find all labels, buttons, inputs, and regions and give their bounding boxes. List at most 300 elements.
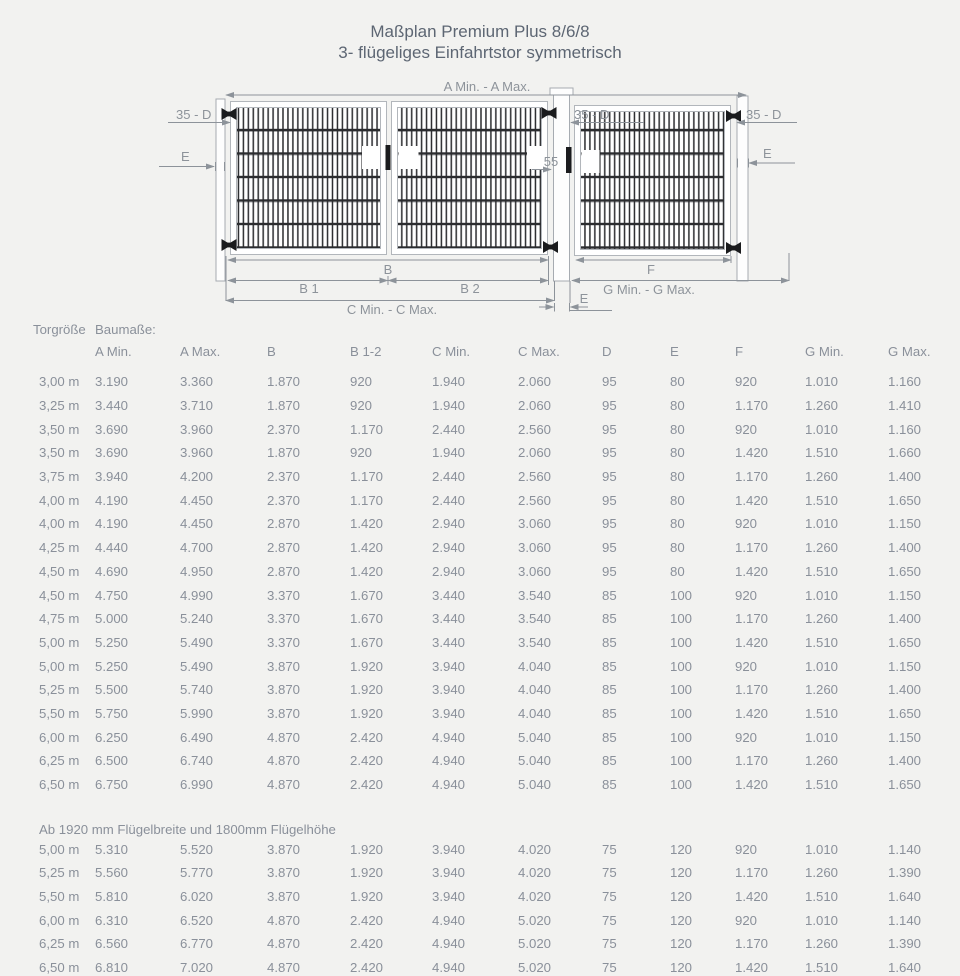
dimension-cell: 1.150 bbox=[888, 587, 922, 603]
dimension-cell: 4.450 bbox=[180, 516, 214, 532]
dimension-cell: 4.940 bbox=[432, 912, 466, 928]
dim-label-g: G Min. - G Max. bbox=[603, 282, 695, 297]
title-line-1: Maßplan Premium Plus 8/6/8 bbox=[370, 22, 590, 41]
dimension-cell: 1.400 bbox=[888, 469, 922, 485]
dimension-cell: 6.500 bbox=[95, 753, 129, 769]
dimension-cell: 1.870 bbox=[267, 398, 301, 414]
dimension-cell: 1.420 bbox=[735, 960, 769, 976]
table-row bbox=[33, 956, 948, 976]
gate-size-cell: 3,50 m bbox=[39, 445, 80, 461]
dimension-cell: 1.650 bbox=[888, 705, 922, 721]
dimension-cell: 1.420 bbox=[735, 889, 769, 905]
dim-label-55: 55 bbox=[543, 154, 559, 169]
dimension-cell: 920 bbox=[350, 445, 373, 461]
dimension-cell: 1.870 bbox=[267, 374, 301, 390]
dimension-cell: 100 bbox=[670, 587, 693, 603]
dimension-cell: 1.010 bbox=[805, 374, 839, 390]
dimension-cell: 2.060 bbox=[518, 398, 552, 414]
table-row bbox=[33, 885, 948, 909]
dimension-cell: 3.940 bbox=[432, 658, 466, 674]
hinge-icon bbox=[222, 108, 237, 120]
dimension-cell: 2.870 bbox=[267, 540, 301, 556]
dimension-cell: 3.940 bbox=[432, 889, 466, 905]
dimension-cell: 95 bbox=[602, 398, 617, 414]
dimension-cell: 4.750 bbox=[95, 587, 129, 603]
table-row bbox=[33, 583, 948, 607]
dimension-cell: 5.020 bbox=[518, 912, 552, 928]
table-row bbox=[33, 417, 948, 441]
dim-label-d-mid: 35 - D bbox=[574, 107, 610, 122]
dimension-cell: 2.940 bbox=[432, 516, 466, 532]
dimension-cell: 80 bbox=[670, 492, 685, 508]
dimension-cell: 920 bbox=[735, 841, 758, 857]
dimension-cell: 5.500 bbox=[95, 682, 129, 698]
gate-wing-3 bbox=[575, 106, 731, 256]
dimension-cell: 3.940 bbox=[95, 469, 129, 485]
dimension-cell: 1.870 bbox=[267, 445, 301, 461]
dimension-cell: 3.960 bbox=[180, 445, 214, 461]
dimension-cell: 1.390 bbox=[888, 936, 922, 952]
dimension-cell: 2.560 bbox=[518, 469, 552, 485]
dimension-cell: 5.250 bbox=[95, 634, 129, 650]
dimension-cell: 3.870 bbox=[267, 865, 301, 881]
dimension-cell: 100 bbox=[670, 658, 693, 674]
dimension-cell: 1.650 bbox=[888, 563, 922, 579]
dimension-cell: 1.260 bbox=[805, 865, 839, 881]
table-row bbox=[33, 654, 948, 678]
dimension-cell: 1.410 bbox=[888, 398, 922, 414]
dimension-cell: 95 bbox=[602, 374, 617, 390]
table-row bbox=[33, 702, 948, 726]
dimension-cell: 4.990 bbox=[180, 587, 214, 603]
dimension-cell: 120 bbox=[670, 912, 693, 928]
dimension-cell: 4.190 bbox=[95, 516, 129, 532]
dim-label-e-left: E bbox=[181, 149, 190, 164]
dimension-cell: 3.960 bbox=[180, 421, 214, 437]
dimension-cell: 2.420 bbox=[350, 777, 384, 793]
dimension-cell: 3.710 bbox=[180, 398, 214, 414]
dimension-cell: 1.150 bbox=[888, 729, 922, 745]
dimension-cell: 85 bbox=[602, 753, 617, 769]
column-header: A Min. bbox=[95, 344, 132, 359]
dimension-table bbox=[33, 318, 948, 976]
dimension-cell: 6.770 bbox=[180, 936, 214, 952]
dimension-cell: 2.370 bbox=[267, 492, 301, 508]
dimension-cell: 4.040 bbox=[518, 682, 552, 698]
dimension-cell: 3.370 bbox=[267, 634, 301, 650]
dimension-cell: 2.940 bbox=[432, 563, 466, 579]
table-row bbox=[33, 749, 948, 773]
dimension-cell: 3.870 bbox=[267, 658, 301, 674]
gate-size-cell: 5,50 m bbox=[39, 705, 80, 721]
dimension-cell: 4.040 bbox=[518, 705, 552, 721]
dimension-cell: 2.060 bbox=[518, 445, 552, 461]
dimension-cell: 1.390 bbox=[888, 865, 922, 881]
dimension-cell: 5.040 bbox=[518, 729, 552, 745]
dimension-cell: 80 bbox=[670, 398, 685, 414]
dimension-cell: 1.140 bbox=[888, 912, 922, 928]
dimension-cell: 3.940 bbox=[432, 841, 466, 857]
dimension-cell: 3.870 bbox=[267, 682, 301, 698]
dimension-cell: 75 bbox=[602, 841, 617, 857]
drive-bar-icon bbox=[566, 147, 572, 173]
dim-label-b1: B 1 bbox=[299, 281, 319, 296]
table-row bbox=[33, 932, 948, 956]
column-header: G Min. bbox=[805, 344, 844, 359]
hinge-icon bbox=[726, 110, 741, 122]
dim-label-b2: B 2 bbox=[460, 281, 480, 296]
dimension-cell: 5.310 bbox=[95, 841, 129, 857]
dimension-cell: 5.990 bbox=[180, 705, 214, 721]
dimension-cell: 1.420 bbox=[350, 516, 384, 532]
table-row bbox=[33, 837, 948, 861]
dimension-cell: 4.020 bbox=[518, 865, 552, 881]
dimension-cell: 1.670 bbox=[350, 587, 384, 603]
dimension-cell: 85 bbox=[602, 705, 617, 721]
dimension-cell: 4.940 bbox=[432, 936, 466, 952]
dimension-cell: 95 bbox=[602, 492, 617, 508]
column-header: B 1-2 bbox=[350, 344, 382, 359]
dimension-cell: 1.160 bbox=[888, 421, 922, 437]
dimension-cell: 4.870 bbox=[267, 912, 301, 928]
dimension-cell: 5.490 bbox=[180, 634, 214, 650]
dimension-cell: 1.260 bbox=[805, 398, 839, 414]
dimension-cell: 2.440 bbox=[432, 492, 466, 508]
dimension-cell: 1.010 bbox=[805, 841, 839, 857]
table-row bbox=[33, 678, 948, 702]
dimension-cell: 1.420 bbox=[350, 563, 384, 579]
gate-post-left bbox=[216, 99, 225, 281]
dimension-cell: 1.170 bbox=[735, 682, 769, 698]
dimension-cell: 1.260 bbox=[805, 469, 839, 485]
dimension-cell: 4.870 bbox=[267, 936, 301, 952]
dimension-cell: 2.870 bbox=[267, 563, 301, 579]
dimension-cell: 5.740 bbox=[180, 682, 214, 698]
table-row bbox=[33, 725, 948, 749]
dimension-cell: 2.420 bbox=[350, 729, 384, 745]
dim-label-d-right: 35 - D bbox=[746, 107, 782, 122]
dimension-cell: 100 bbox=[670, 705, 693, 721]
dimension-cell: 120 bbox=[670, 936, 693, 952]
gate-wing-1 bbox=[231, 102, 387, 255]
dimension-cell: 3.440 bbox=[432, 587, 466, 603]
dimension-cell: 1.260 bbox=[805, 611, 839, 627]
gate-size-cell: 6,25 m bbox=[39, 936, 80, 952]
dimension-cell: 120 bbox=[670, 865, 693, 881]
dimension-cell: 100 bbox=[670, 611, 693, 627]
dimension-cell: 3.370 bbox=[267, 611, 301, 627]
dim-label-d-left: 35 - D bbox=[176, 107, 212, 122]
column-header: B bbox=[267, 344, 276, 359]
dimension-cell: 3.540 bbox=[518, 587, 552, 603]
dimension-cell: 1.400 bbox=[888, 540, 922, 556]
dimension-cell: 4.700 bbox=[180, 540, 214, 556]
dimension-cell: 85 bbox=[602, 634, 617, 650]
dimension-cell: 920 bbox=[735, 421, 758, 437]
gate-size-cell: 3,50 m bbox=[39, 421, 80, 437]
dimension-cell: 2.420 bbox=[350, 936, 384, 952]
dimension-cell: 2.420 bbox=[350, 753, 384, 769]
dimension-cell: 1.260 bbox=[805, 936, 839, 952]
dimension-cell: 6.250 bbox=[95, 729, 129, 745]
title-line-2: 3- flügeliges Einfahrtstor symmetrisch bbox=[338, 43, 622, 62]
dimension-cell: 2.560 bbox=[518, 421, 552, 437]
dimension-cell: 5.750 bbox=[95, 705, 129, 721]
dimension-cell: 1.010 bbox=[805, 912, 839, 928]
dim-label-b: B bbox=[383, 262, 393, 277]
table-row bbox=[33, 441, 948, 465]
dimension-cell: 95 bbox=[602, 421, 617, 437]
section-note: Ab 1920 mm Flügelbreite und 1800mm Flügelhöhe bbox=[39, 822, 336, 838]
dimension-cell: 4.940 bbox=[432, 753, 466, 769]
dimension-cell: 1.920 bbox=[350, 841, 384, 857]
dimension-cell: 1.150 bbox=[888, 658, 922, 674]
dimension-cell: 5.810 bbox=[95, 889, 129, 905]
table-row bbox=[33, 465, 948, 489]
gate-post-right bbox=[737, 96, 748, 281]
gate-size-cell: 4,50 m bbox=[39, 587, 80, 603]
dimension-cell: 5.020 bbox=[518, 960, 552, 976]
dimension-cell: 3.190 bbox=[95, 374, 129, 390]
dimension-cell: 1.010 bbox=[805, 587, 839, 603]
dim-label-a: A Min. - A Max. bbox=[443, 79, 531, 94]
dimension-cell: 1.170 bbox=[350, 421, 384, 437]
gate-size-cell: 5,25 m bbox=[39, 865, 80, 881]
dimension-cell: 120 bbox=[670, 889, 693, 905]
dimension-cell: 1.920 bbox=[350, 658, 384, 674]
dimension-cell: 75 bbox=[602, 865, 617, 881]
dimension-cell: 80 bbox=[670, 516, 685, 532]
column-header: C Max. bbox=[518, 344, 560, 359]
lock-bar-icon bbox=[386, 145, 391, 170]
dimension-cell: 2.370 bbox=[267, 469, 301, 485]
dimension-cell: 2.440 bbox=[432, 469, 466, 485]
dimension-cell: 1.260 bbox=[805, 753, 839, 769]
dimension-cell: 80 bbox=[670, 445, 685, 461]
hinge-icon bbox=[542, 107, 557, 119]
dimension-cell: 2.870 bbox=[267, 516, 301, 532]
dimension-cell: 95 bbox=[602, 540, 617, 556]
dimension-cell: 85 bbox=[602, 729, 617, 745]
table-row bbox=[33, 560, 948, 584]
dimension-cell: 3.440 bbox=[95, 398, 129, 414]
dimension-cell: 1.170 bbox=[735, 469, 769, 485]
dimension-cell: 120 bbox=[670, 841, 693, 857]
dimension-cell: 1.420 bbox=[350, 540, 384, 556]
column-header: D bbox=[602, 344, 612, 359]
dimension-cell: 80 bbox=[670, 563, 685, 579]
dimension-cell: 3.440 bbox=[432, 611, 466, 627]
dimension-cell: 2.560 bbox=[518, 492, 552, 508]
dimension-cell: 85 bbox=[602, 658, 617, 674]
dimension-cell: 80 bbox=[670, 374, 685, 390]
dimension-cell: 85 bbox=[602, 682, 617, 698]
dimension-cell: 2.420 bbox=[350, 912, 384, 928]
dimension-cell: 1.510 bbox=[805, 705, 839, 721]
dimension-cell: 75 bbox=[602, 912, 617, 928]
gate-size-cell: 4,25 m bbox=[39, 540, 80, 556]
gate-size-cell: 6,50 m bbox=[39, 777, 80, 793]
dim-label-f: F bbox=[647, 262, 655, 277]
dimension-cell: 1.420 bbox=[735, 445, 769, 461]
dimension-cell: 920 bbox=[350, 374, 373, 390]
dimension-cell: 4.940 bbox=[432, 960, 466, 976]
dimension-cell: 1.650 bbox=[888, 492, 922, 508]
dimension-cell: 1.640 bbox=[888, 889, 922, 905]
dimension-cell: 1.920 bbox=[350, 889, 384, 905]
dimension-cell: 3.940 bbox=[432, 682, 466, 698]
dimension-cell: 4.020 bbox=[518, 889, 552, 905]
dimension-cell: 1.510 bbox=[805, 960, 839, 976]
dimension-cell: 80 bbox=[670, 421, 685, 437]
dimension-cell: 5.040 bbox=[518, 753, 552, 769]
dimension-cell: 1.010 bbox=[805, 516, 839, 532]
dimension-cell: 6.490 bbox=[180, 729, 214, 745]
dimension-cell: 6.990 bbox=[180, 777, 214, 793]
dimension-cell: 6.020 bbox=[180, 889, 214, 905]
gate-size-cell: 3,00 m bbox=[39, 374, 80, 390]
gate-size-cell: 5,00 m bbox=[39, 658, 80, 674]
dimension-cell: 1.400 bbox=[888, 682, 922, 698]
dimension-cell: 1.260 bbox=[805, 540, 839, 556]
dimension-cell: 920 bbox=[735, 912, 758, 928]
dimension-cell: 3.060 bbox=[518, 540, 552, 556]
dim-label-c: C Min. - C Max. bbox=[346, 302, 438, 317]
dimension-cell: 95 bbox=[602, 445, 617, 461]
dim-label-e-right: E bbox=[763, 146, 772, 161]
table-row bbox=[33, 607, 948, 631]
gate-size-cell: 6,50 m bbox=[39, 960, 80, 976]
column-header-row bbox=[33, 340, 948, 370]
gate-size-cell: 4,00 m bbox=[39, 492, 80, 508]
dimension-cell: 6.810 bbox=[95, 960, 129, 976]
dimension-cell: 4.690 bbox=[95, 563, 129, 579]
dimension-cell: 6.750 bbox=[95, 777, 129, 793]
dimension-cell: 1.170 bbox=[735, 936, 769, 952]
dimension-cell: 95 bbox=[602, 563, 617, 579]
dimension-cell: 1.920 bbox=[350, 865, 384, 881]
dimension-cell: 5.250 bbox=[95, 658, 129, 674]
dimension-cell: 75 bbox=[602, 889, 617, 905]
dimension-cell: 5.000 bbox=[95, 611, 129, 627]
dimension-cell: 1.940 bbox=[432, 398, 466, 414]
gate-size-cell: 3,75 m bbox=[39, 469, 80, 485]
gate-size-cell: 4,75 m bbox=[39, 611, 80, 627]
dimension-cell: 3.440 bbox=[432, 634, 466, 650]
dimension-cell: 1.160 bbox=[888, 374, 922, 390]
dimension-cell: 95 bbox=[602, 469, 617, 485]
dimension-cell: 1.510 bbox=[805, 445, 839, 461]
table-row bbox=[33, 908, 948, 932]
dimension-cell: 3.060 bbox=[518, 516, 552, 532]
dimension-cell: 4.190 bbox=[95, 492, 129, 508]
dimension-cell: 6.740 bbox=[180, 753, 214, 769]
dimension-cell: 4.200 bbox=[180, 469, 214, 485]
dimension-cell: 4.870 bbox=[267, 753, 301, 769]
dimension-cell: 120 bbox=[670, 960, 693, 976]
table-row bbox=[33, 394, 948, 418]
dimension-cell: 1.650 bbox=[888, 777, 922, 793]
dimension-cell: 2.420 bbox=[350, 960, 384, 976]
dimension-cell: 85 bbox=[602, 611, 617, 627]
dimension-cell: 85 bbox=[602, 587, 617, 603]
dimension-cell: 1.420 bbox=[735, 705, 769, 721]
dimension-cell: 1.400 bbox=[888, 611, 922, 627]
column-header: G Max. bbox=[888, 344, 931, 359]
dimension-cell: 1.170 bbox=[735, 865, 769, 881]
column-header-spacer bbox=[33, 340, 95, 370]
dimension-cell: 1.420 bbox=[735, 563, 769, 579]
dimension-cell: 2.940 bbox=[432, 540, 466, 556]
dimension-cell: 4.040 bbox=[518, 658, 552, 674]
gate-size-cell: 4,50 m bbox=[39, 563, 80, 579]
dimension-cell: 5.520 bbox=[180, 841, 214, 857]
column-header: C Min. bbox=[432, 344, 471, 359]
dimension-cell: 1.010 bbox=[805, 729, 839, 745]
dimension-cell: 4.940 bbox=[432, 729, 466, 745]
dimension-cell: 4.940 bbox=[432, 777, 466, 793]
dimension-cell: 1.420 bbox=[735, 492, 769, 508]
dimension-cell: 1.010 bbox=[805, 658, 839, 674]
dimension-cell: 80 bbox=[670, 469, 685, 485]
dimension-cell: 4.870 bbox=[267, 960, 301, 976]
dimension-cell: 1.920 bbox=[350, 705, 384, 721]
dimension-cell: 2.370 bbox=[267, 421, 301, 437]
dimension-cell: 4.950 bbox=[180, 563, 214, 579]
dimension-cell: 1.420 bbox=[735, 634, 769, 650]
table-group-header-row bbox=[33, 318, 948, 340]
dimension-cell: 100 bbox=[670, 682, 693, 698]
dimension-cell: 100 bbox=[670, 777, 693, 793]
dimension-cell: 3.940 bbox=[432, 705, 466, 721]
dimension-cell: 4.020 bbox=[518, 841, 552, 857]
dimension-cell: 1.510 bbox=[805, 889, 839, 905]
dimension-cell: 6.520 bbox=[180, 912, 214, 928]
gate-size-cell: 5,50 m bbox=[39, 889, 80, 905]
dimension-cell: 1.170 bbox=[350, 492, 384, 508]
dimension-cell: 75 bbox=[602, 936, 617, 952]
gate-size-cell: 3,25 m bbox=[39, 398, 80, 414]
dimension-cell: 5.560 bbox=[95, 865, 129, 881]
column-header: F bbox=[735, 344, 744, 359]
dimension-cell: 5.490 bbox=[180, 658, 214, 674]
gate-diagram bbox=[0, 0, 960, 330]
dimension-cell: 80 bbox=[670, 540, 685, 556]
dimension-cell: 3.690 bbox=[95, 445, 129, 461]
dimension-cell: 4.870 bbox=[267, 729, 301, 745]
dimension-cell: 2.060 bbox=[518, 374, 552, 390]
dimension-cell: 1.170 bbox=[735, 540, 769, 556]
dimension-cell: 920 bbox=[735, 587, 758, 603]
gate-size-cell: 6,25 m bbox=[39, 753, 80, 769]
dimension-cell: 1.510 bbox=[805, 563, 839, 579]
table-row bbox=[33, 512, 948, 536]
dimension-cell: 1.420 bbox=[735, 777, 769, 793]
table-body bbox=[33, 370, 948, 976]
dimension-cell: 4.450 bbox=[180, 492, 214, 508]
dimension-cell: 95 bbox=[602, 516, 617, 532]
dimension-cell: 920 bbox=[735, 658, 758, 674]
table-row bbox=[33, 370, 948, 394]
dimension-cell: 5.040 bbox=[518, 777, 552, 793]
dimension-cell: 3.370 bbox=[267, 587, 301, 603]
dimension-cell: 1.170 bbox=[735, 398, 769, 414]
table-row bbox=[33, 861, 948, 885]
section-note-row bbox=[33, 796, 948, 837]
dimension-cell: 85 bbox=[602, 777, 617, 793]
dimension-cell: 75 bbox=[602, 960, 617, 976]
gate-size-cell: 6,00 m bbox=[39, 912, 80, 928]
